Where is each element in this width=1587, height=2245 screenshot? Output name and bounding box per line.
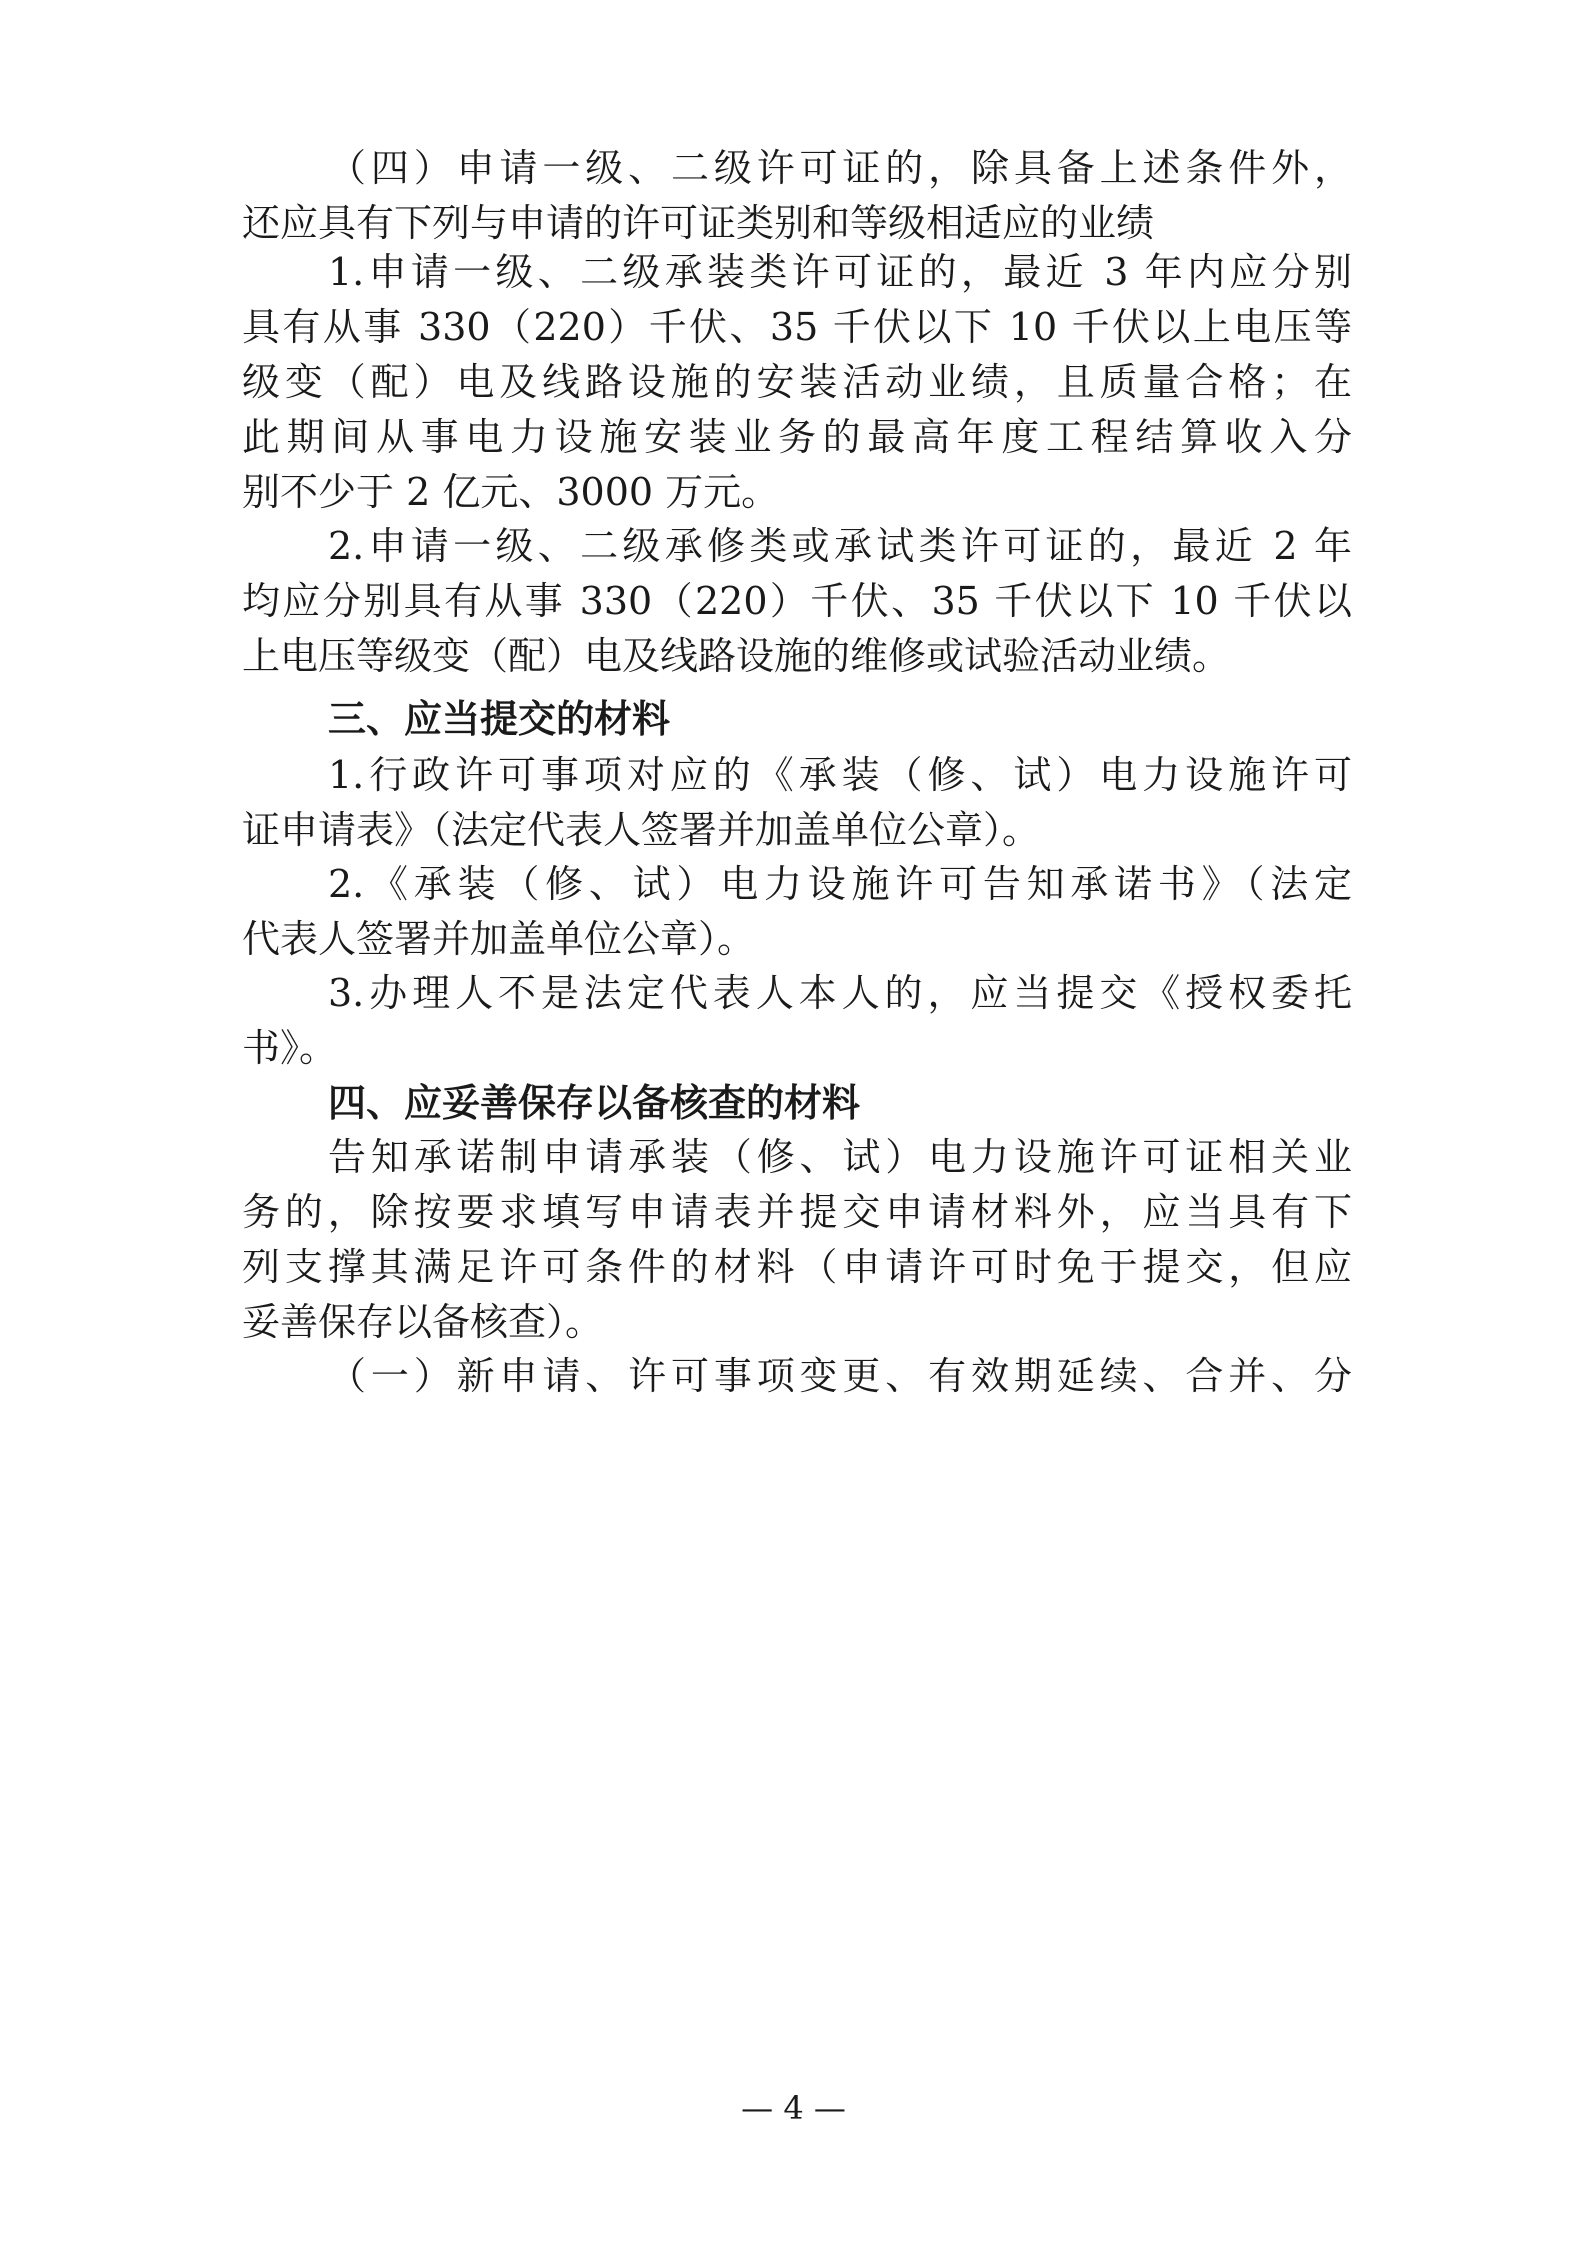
paragraph-line: （四）申请一级、二级许可证的，除具备上述条件外， [328,146,1352,190]
paragraph-line: 1.申请一级、二级承装类许可证的，最近 3 年内应分别 [328,250,1352,294]
paragraph-line: 3.办理人不是法定代表人本人的，应当提交《授权委托 [328,971,1352,1015]
paragraph-line: 务的，除按要求填写申请表并提交申请材料外，应当具有下 [242,1190,1352,1234]
paragraph-line: 级变（配）电及线路设施的安装活动业绩，且质量合格；在 [242,360,1352,404]
section-heading: 三、应当提交的材料 [328,697,671,741]
paragraph-line: 2.《承装（修、试）电力设施许可告知承诺书》（法定 [328,862,1352,906]
paragraph-line: 妥善保存以备核查）。 [242,1300,604,1344]
paragraph-line: 2.申请一级、二级承修类或承试类许可证的，最近 2 年 [328,524,1352,568]
paragraph-line: 具有从事 330（220）千伏、35 千伏以下 10 千伏以上电压等 [242,305,1352,349]
paragraph-line: 上电压等级变（配）电及线路设施的维修或试验活动业绩。 [242,634,1231,678]
paragraph-line: 别不少于 2 亿元、3000 万元。 [242,470,780,514]
paragraph-line: 代表人签署并加盖单位公章）。 [242,917,756,961]
paragraph-line: 1.行政许可事项对应的《承装（修、试）电力设施许可 [328,753,1352,797]
paragraph-line: 证申请表》（法定代表人签署并加盖单位公章）。 [242,808,1041,852]
paragraph-line: 此期间从事电力设施安装业务的最高年度工程结算收入分 [242,415,1352,459]
paragraph-line: （一）新申请、许可事项变更、有效期延续、合并、分 [328,1354,1352,1398]
paragraph-line: 列支撑其满足许可条件的材料（申请许可时免于提交，但应 [242,1245,1352,1289]
paragraph-line: 告知承诺制申请承装（修、试）电力设施许可证相关业 [328,1135,1352,1179]
page-number: — 4 — [741,2089,846,2127]
paragraph-line: 均应分别具有从事 330（220）千伏、35 千伏以下 10 千伏以 [242,579,1352,623]
section-heading: 四、应妥善保存以备核查的材料 [328,1081,861,1125]
paragraph-line: 还应具有下列与申请的许可证类别和等级相适应的业绩 [242,201,1155,245]
paragraph-line: 书》。 [242,1026,338,1070]
